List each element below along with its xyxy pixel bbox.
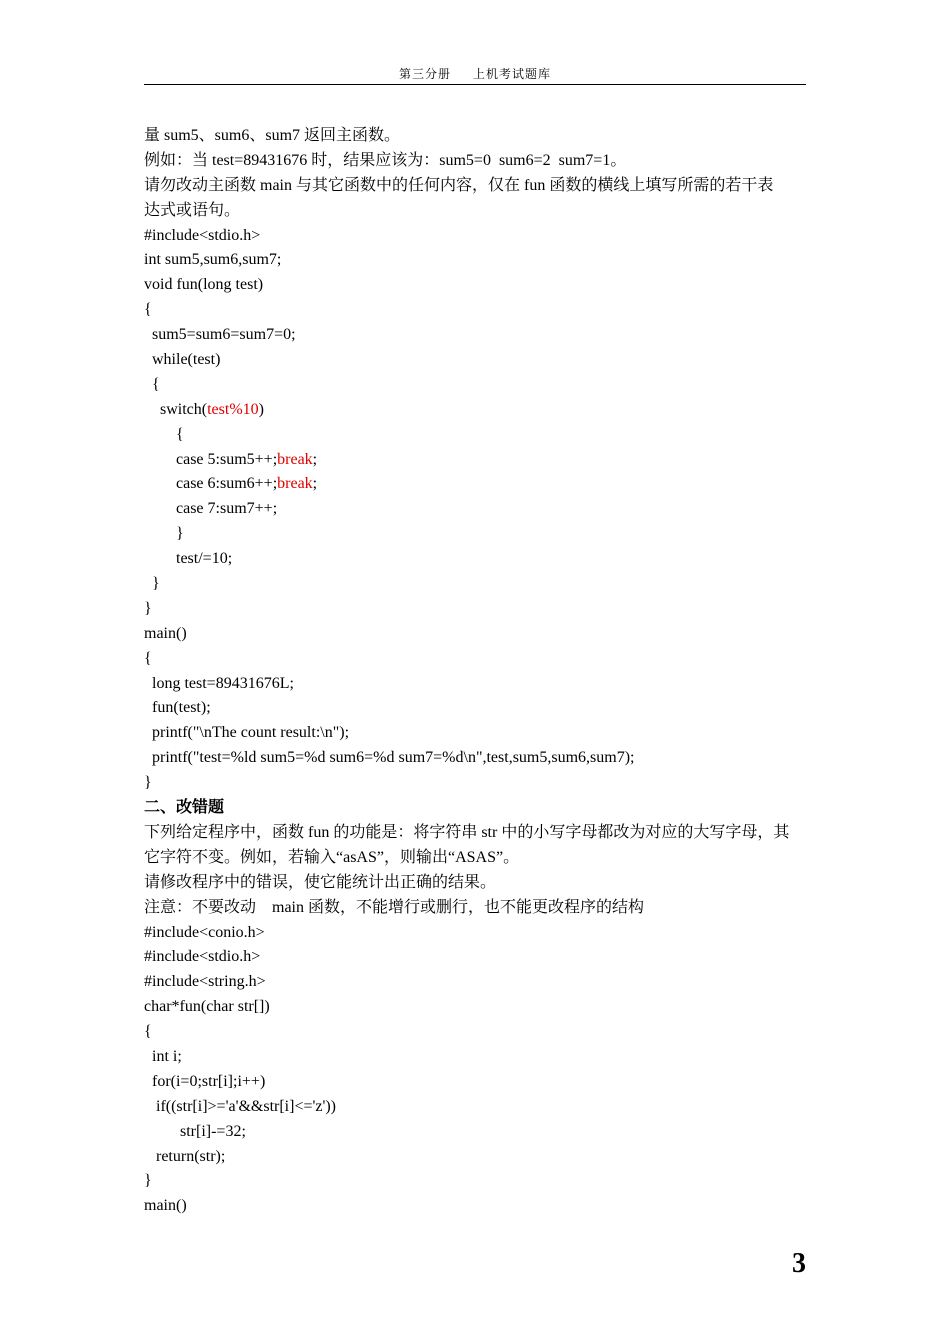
line-text: {	[144, 1023, 152, 1041]
line-text: {	[144, 425, 184, 443]
line-text: #include<stdio.h>	[144, 226, 261, 244]
text-line	[144, 1145, 809, 1170]
line-text: return(str);	[144, 1147, 226, 1165]
header-title: 上机考试题库	[473, 67, 552, 81]
line-text: printf("test=%ld sum5=%d sum6=%d sum7=%d\n",test,sum5,sum6,sum7);	[144, 749, 635, 767]
line-text: 请修改程序中的错误，使它能统计出正确的结果。	[144, 873, 497, 891]
text-line	[144, 921, 809, 946]
line-text: while(test)	[144, 351, 221, 369]
line-text: }	[144, 525, 184, 543]
text-line	[144, 1120, 809, 1145]
text-line	[144, 423, 809, 448]
text-line	[144, 896, 809, 921]
answer-highlight: break	[277, 450, 313, 468]
text-line	[144, 497, 809, 522]
text-line	[144, 149, 809, 174]
line-text: {	[144, 301, 152, 319]
line-text: 下列给定程序中，函数 fun 的功能是：将字符串 str 中的小写字母都改为对应的大写字母，其	[144, 823, 790, 841]
line-text: switch(	[144, 400, 208, 418]
line-text: fun(test);	[144, 699, 211, 717]
text-line	[144, 672, 809, 697]
text-line	[144, 721, 809, 746]
text-line	[144, 1070, 809, 1095]
line-text: #include<stdio.h>	[144, 948, 261, 966]
section-heading	[144, 796, 809, 821]
text-line	[144, 522, 809, 547]
text-line	[144, 323, 809, 348]
line-text: 请勿改动主函数 main 与其它函数中的任何内容，仅在 fun 函数的横线上填写所需的若干表	[144, 176, 774, 194]
text-line	[144, 348, 809, 373]
document-body	[144, 124, 809, 1219]
text-line	[144, 871, 809, 896]
line-text: case 6:sum6++;	[144, 475, 278, 493]
line-text: {	[144, 375, 160, 393]
text-line	[144, 1045, 809, 1070]
text-line	[144, 945, 809, 970]
text-line	[144, 647, 809, 672]
text-line	[144, 199, 809, 224]
line-text: case 5:sum5++;	[144, 450, 278, 468]
line-text: )	[258, 400, 264, 418]
line-text: }	[144, 575, 160, 593]
text-line	[144, 1169, 809, 1194]
text-line	[144, 298, 809, 323]
line-text: }	[144, 774, 152, 792]
line-text: long test=89431676L;	[144, 674, 294, 692]
line-text: void fun(long test)	[144, 276, 264, 294]
line-text: main()	[144, 624, 187, 642]
page-number: 3	[792, 1248, 806, 1279]
line-text: 量 sum5、sum6、sum7 返回主函数。	[144, 127, 401, 144]
text-line	[144, 174, 809, 199]
line-text: }	[144, 1172, 152, 1190]
line-text: str[i]-=32;	[144, 1122, 246, 1140]
answer-highlight: test%10	[207, 400, 259, 418]
text-line	[144, 1194, 809, 1219]
text-line	[144, 572, 809, 597]
text-line	[144, 696, 809, 721]
text-line	[144, 273, 809, 298]
text-line	[144, 398, 809, 423]
line-text: 例如：当 test=89431676 时，结果应该为：sum5=0 sum6=2 sum7=1。	[144, 151, 627, 169]
line-text: #include<conio.h>	[144, 923, 265, 941]
text-line	[144, 771, 809, 796]
text-line	[144, 1020, 809, 1045]
line-text: ;	[312, 450, 318, 468]
text-line	[144, 124, 809, 149]
text-line	[144, 472, 809, 497]
line-text: 达式或语句。	[144, 201, 241, 219]
line-text: printf("\nThe count result:\n");	[144, 724, 350, 742]
line-text: ;	[312, 475, 318, 493]
line-text: 注意：不要改动 main 函数，不能增行或删行，也不能更改程序的结构	[144, 898, 644, 916]
line-text: if((str[i]>='a'&&str[i]<='z'))	[144, 1097, 337, 1115]
text-line	[144, 821, 809, 846]
text-line	[144, 746, 809, 771]
text-line	[144, 995, 809, 1020]
line-text: #include<string.h>	[144, 973, 266, 991]
text-line	[144, 846, 809, 871]
text-line	[144, 373, 809, 398]
line-text: }	[144, 599, 152, 617]
line-text: for(i=0;str[i];i++)	[144, 1072, 266, 1090]
line-text: test/=10;	[144, 550, 233, 568]
text-line	[144, 547, 809, 572]
line-text: {	[144, 649, 152, 667]
line-text: 二、改错题	[144, 799, 225, 817]
text-line	[144, 597, 809, 622]
header-volume: 第三分册	[398, 67, 451, 81]
page-header	[144, 64, 806, 85]
answer-highlight: break	[277, 475, 313, 493]
line-text: main()	[144, 1197, 187, 1215]
line-text: char*fun(char str[])	[144, 998, 270, 1016]
text-line	[144, 224, 809, 249]
line-text: case 7:sum7++;	[144, 500, 278, 518]
line-text: sum5=sum6=sum7=0;	[144, 326, 296, 344]
line-text: int i;	[144, 1047, 182, 1065]
text-line	[144, 970, 809, 995]
line-text: 它字符不变。例如，若输入“asAS”，则输出“ASAS”。	[144, 848, 520, 866]
text-line	[144, 248, 809, 273]
text-line	[144, 448, 809, 473]
text-line	[144, 622, 809, 647]
text-line	[144, 1095, 809, 1120]
line-text: int sum5,sum6,sum7;	[144, 251, 282, 269]
